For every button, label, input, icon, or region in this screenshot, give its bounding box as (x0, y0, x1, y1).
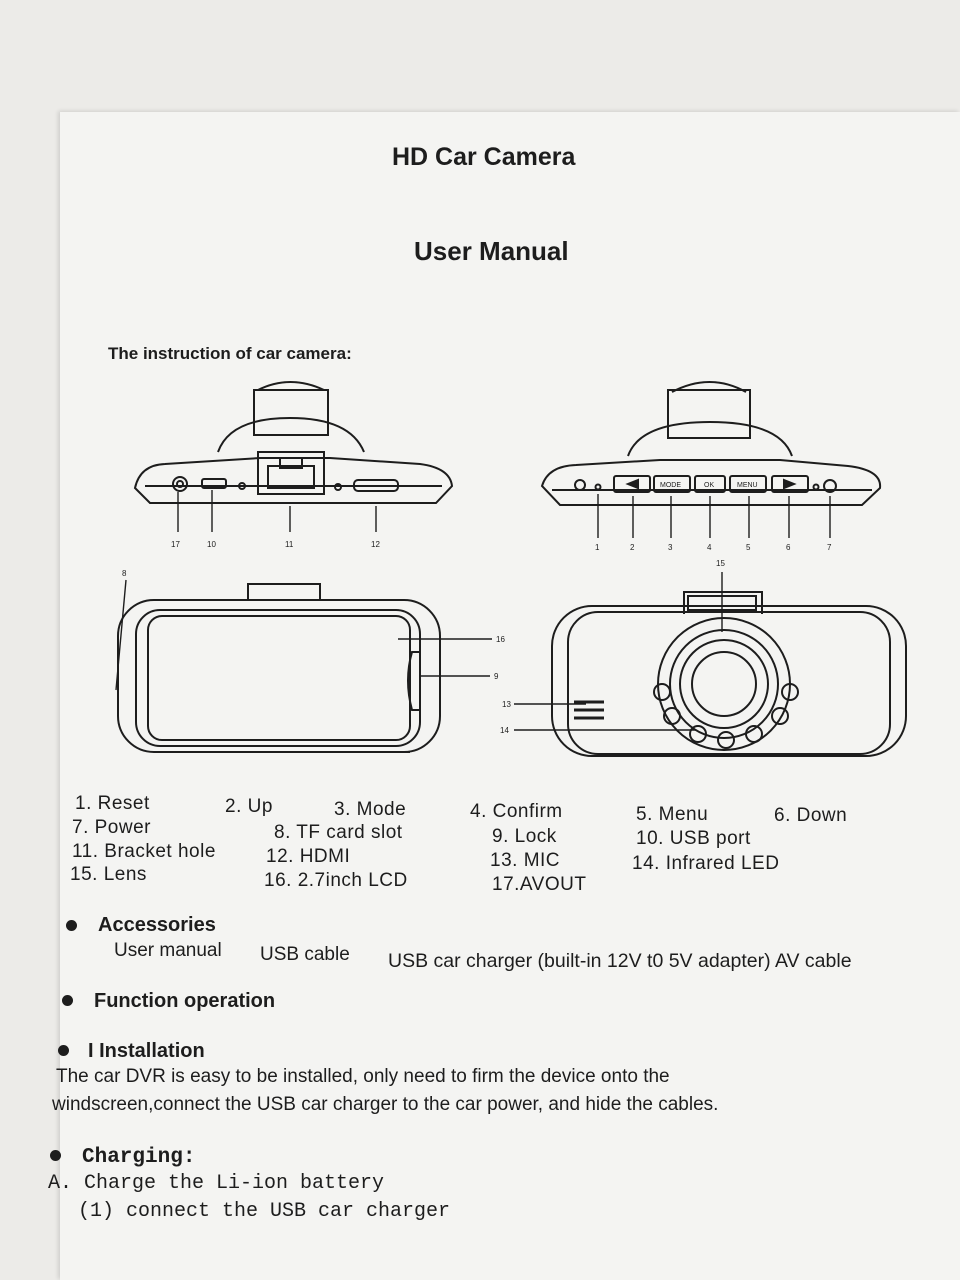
part-item: 1. Reset (75, 793, 150, 814)
label-12: 12 (371, 540, 380, 549)
button-labels (660, 482, 758, 489)
label-16: 16 (496, 635, 505, 644)
bullet-dot (58, 1045, 69, 1056)
part-item: 9. Lock (492, 826, 557, 847)
part-item: 15. Lens (70, 864, 147, 885)
callout-labels-top-right (595, 543, 832, 552)
part-item: 16. 2.7inch LCD (264, 870, 408, 891)
part-item: 12. HDMI (266, 846, 351, 867)
installation-text-line: windscreen,connect the USB car charger to the car power, and hide the cables. (52, 1094, 719, 1115)
part-item: 13. MIC (490, 850, 561, 871)
part-item: 5. Menu (636, 804, 709, 825)
label-17: 17 (171, 540, 180, 549)
camera-top-view-left (135, 382, 452, 503)
document-subtitle: User Manual (414, 236, 569, 266)
label-2: 2 (630, 543, 635, 552)
ok-button-label: OK (704, 482, 715, 489)
part-item: 8. TF card slot (274, 822, 403, 843)
label-6: 6 (786, 543, 791, 552)
bullet-dot (62, 995, 73, 1006)
label-3: 3 (668, 543, 673, 552)
charging-heading: Charging: (82, 1146, 196, 1169)
accessory-item: USB car charger (built-in 12V t0 5V adapter) AV cable (388, 950, 852, 972)
mode-button-label: MODE (660, 482, 681, 489)
part-item: 3. Mode (334, 799, 407, 820)
bullet-dot (66, 920, 77, 931)
label-13: 13 (502, 700, 511, 709)
camera-back-view (118, 584, 440, 752)
callout-labels-bottom (122, 559, 725, 735)
label-14: 14 (500, 726, 509, 735)
accessory-item: User manual (114, 940, 222, 961)
bullet-dot (50, 1150, 61, 1161)
function-operation-heading: Function operation (94, 990, 276, 1012)
installation-heading: I Installation (88, 1040, 205, 1062)
accessories-heading: Accessories (98, 914, 216, 936)
accessory-item: USB cable (260, 944, 350, 965)
charging-step-a: A. Charge the Li-ion battery (48, 1172, 385, 1195)
installation-text-line: The car DVR is easy to be installed, only need to firm the device onto the (56, 1066, 670, 1087)
label-15: 15 (716, 559, 725, 568)
label-10: 10 (207, 540, 216, 549)
part-item: 14. Infrared LED (632, 853, 780, 874)
part-item: 2. Up (225, 796, 273, 817)
part-item: 10. USB port (636, 828, 751, 849)
label-11: 11 (285, 540, 294, 549)
camera-front-view (552, 592, 906, 756)
instruction-heading: The instruction of car camera: (108, 344, 352, 363)
part-item: 7. Power (72, 817, 151, 838)
part-item: 4. Confirm (470, 801, 563, 822)
callout-labels-top-left (171, 540, 380, 549)
document-title: HD Car Camera (392, 143, 576, 171)
part-item: 11. Bracket hole (72, 841, 216, 862)
label-9: 9 (494, 672, 499, 681)
charging-step-1: (1) connect the USB car charger (78, 1200, 451, 1223)
label-8: 8 (122, 569, 127, 578)
part-item: 6. Down (774, 805, 848, 826)
label-7: 7 (827, 543, 832, 552)
label-4: 4 (707, 543, 712, 552)
menu-button-label: MENU (737, 482, 758, 489)
part-item: 17.AVOUT (492, 874, 587, 895)
label-5: 5 (746, 543, 751, 552)
label-1: 1 (595, 543, 600, 552)
